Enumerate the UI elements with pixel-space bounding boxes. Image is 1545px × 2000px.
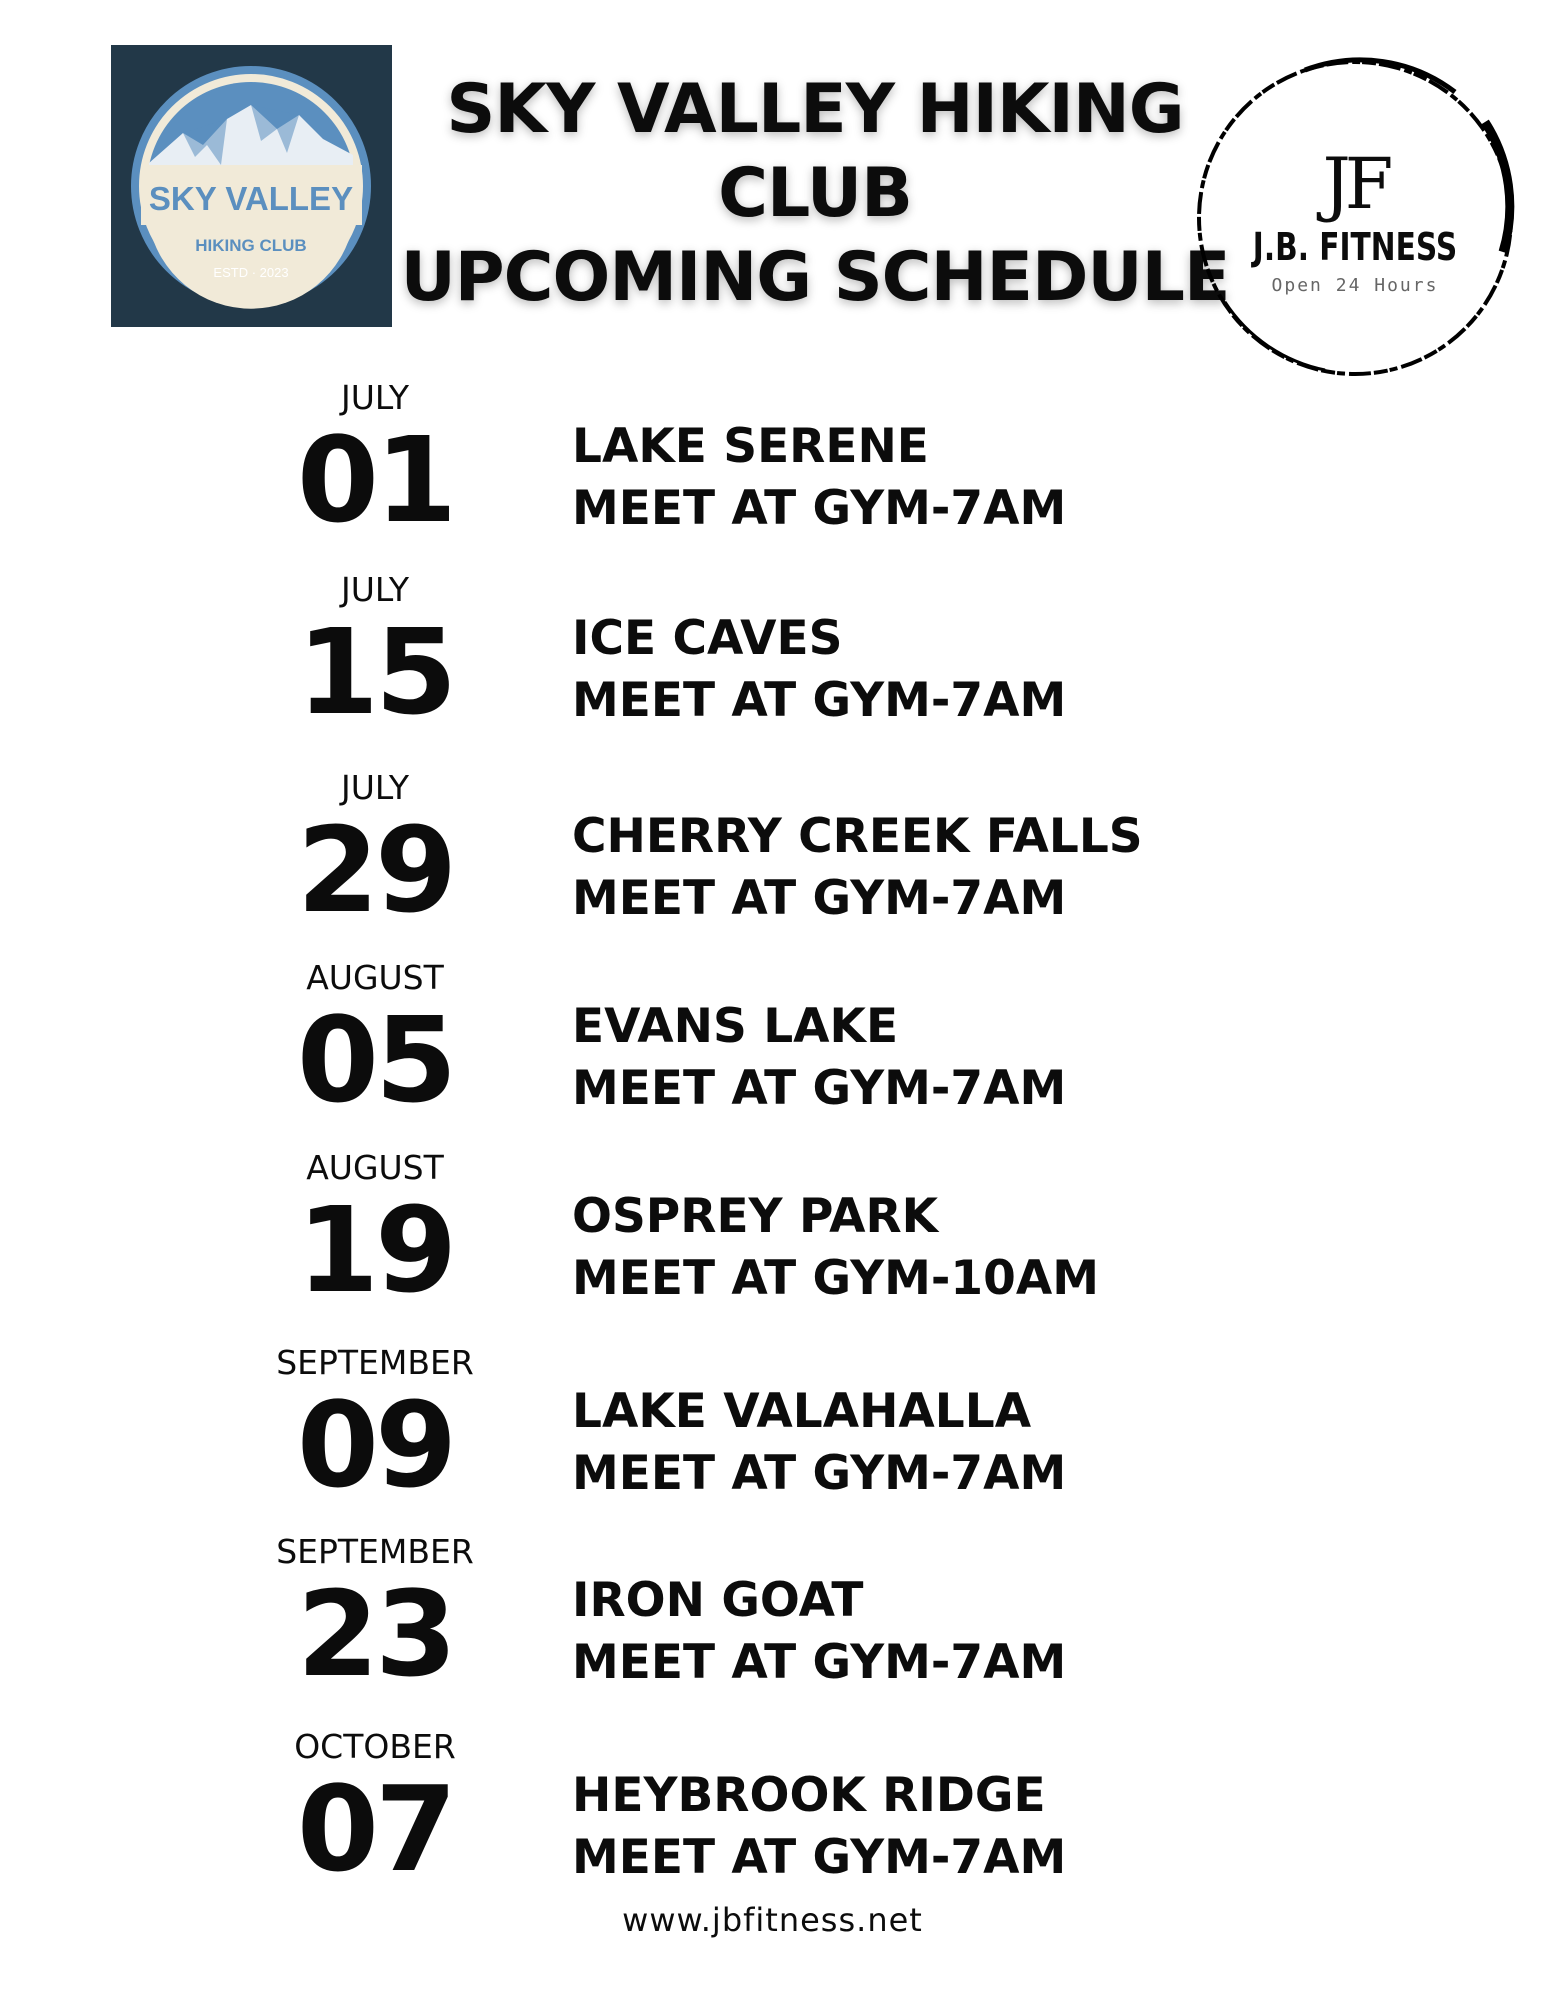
- event-day: 23: [296, 1565, 454, 1703]
- event-meet-time: MEET AT GYM-10AM: [572, 1251, 1099, 1306]
- event-meet-time: MEET AT GYM-7AM: [572, 673, 1067, 728]
- event-destination: HEYBROOK RIDGE: [572, 1768, 1046, 1823]
- event-month: AUGUST: [306, 1148, 444, 1187]
- jb-fitness-logo: [1185, 52, 1525, 392]
- event-day: 05: [296, 991, 454, 1129]
- page-title: [400, 68, 1230, 320]
- schedule-entry-5: [0, 1148, 1545, 1328]
- event-day: 15: [296, 603, 454, 741]
- logo-left-name: SKY VALLEY: [148, 180, 354, 217]
- jb-monogram: JF: [1322, 143, 1388, 225]
- event-meet-time: MEET AT GYM-7AM: [572, 871, 1067, 926]
- sky-valley-logo: [111, 45, 392, 327]
- event-day: 07: [296, 1760, 454, 1898]
- event-month: JULY: [340, 378, 410, 417]
- logo-left-tagline: HIKING CLUB: [195, 236, 307, 255]
- schedule-entry-7: [0, 1532, 1545, 1712]
- event-destination: OSPREY PARK: [572, 1189, 939, 1244]
- footer-url[interactable]: www.jbfitness.net: [622, 1901, 923, 1939]
- event-destination: EVANS LAKE: [572, 999, 899, 1054]
- event-destination: LAKE VALAHALLA: [572, 1384, 1032, 1439]
- event-destination: LAKE SERENE: [572, 419, 929, 474]
- event-info: [572, 1570, 1066, 1694]
- event-destination: IRON GOAT: [572, 1573, 864, 1628]
- event-day: 29: [296, 801, 454, 939]
- event-info: [572, 1186, 1099, 1310]
- schedule-entry-8: [0, 1727, 1545, 1907]
- event-meet-time: MEET AT GYM-7AM: [572, 1830, 1067, 1885]
- schedule-entry-3: [0, 768, 1545, 948]
- event-day: 09: [296, 1376, 454, 1514]
- event-info: [572, 806, 1143, 930]
- event-month: SEPTEMBER: [276, 1532, 474, 1571]
- event-month: AUGUST: [306, 958, 444, 997]
- event-month: JULY: [340, 570, 410, 609]
- event-info: [572, 608, 1066, 732]
- event-meet-time: MEET AT GYM-7AM: [572, 481, 1067, 536]
- event-info: [572, 996, 1066, 1120]
- event-month: SEPTEMBER: [276, 1343, 474, 1382]
- event-destination: ICE CAVES: [572, 611, 843, 666]
- jb-fitness-hours: Open 24 Hours: [1271, 275, 1439, 296]
- event-info: [572, 416, 1066, 540]
- schedule-entry-4: [0, 958, 1545, 1138]
- title-line-3: UPCOMING SCHEDULE: [400, 238, 1230, 317]
- logo-left-established: ESTD · 2023: [213, 265, 289, 280]
- event-info: [572, 1765, 1066, 1889]
- schedule-entry-6: [0, 1343, 1545, 1523]
- event-info: [572, 1381, 1066, 1505]
- title-line-1: SKY VALLEY HIKING: [446, 70, 1184, 149]
- event-month: OCTOBER: [294, 1727, 456, 1766]
- schedule-entry-1: [0, 378, 1545, 558]
- event-month: JULY: [340, 768, 410, 807]
- jb-fitness-name: J.B. FITNESS: [1252, 225, 1458, 269]
- event-meet-time: MEET AT GYM-7AM: [572, 1061, 1067, 1116]
- event-day: 01: [296, 411, 454, 549]
- event-meet-time: MEET AT GYM-7AM: [572, 1635, 1067, 1690]
- schedule-entry-2: [0, 570, 1545, 750]
- event-meet-time: MEET AT GYM-7AM: [572, 1446, 1067, 1501]
- title-line-2: CLUB: [718, 154, 912, 233]
- event-destination: CHERRY CREEK FALLS: [572, 809, 1143, 864]
- event-day: 19: [296, 1181, 454, 1319]
